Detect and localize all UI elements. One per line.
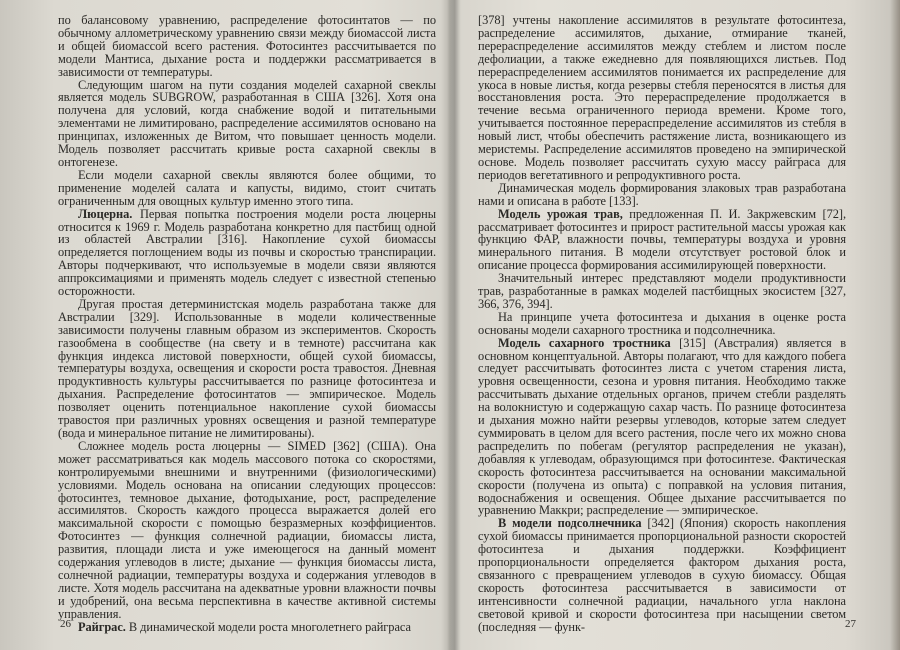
right-page	[478, 14, 846, 634]
paragraph-ryegrass: Райграс. В динамической модели роста многолетнего райграса	[78, 619, 411, 634]
section-lead: Райграс.	[78, 619, 126, 634]
paragraph: Динамическая модель формирования злаковых трав разработана нами и описана в работе [133].	[478, 180, 846, 208]
left-page	[58, 14, 436, 634]
paragraph: [378] учтены накопление ассимилятов в результате фотосинтеза, распределение ассимилятов, дыхание, отмирание тканей, перераспределение ассимилятов между стеблем и листом после дефолиации, а также ежедневно для появляющихся листьев. Под перераспределением ассимилятов понимается их распределение для укоса в новые листья, когда резервы стебля переносятся в листья для восстановления роста. Это перераспределение продолжается в течение весьма ограниченного периода времени. Кроме того, учитывается постоянное перераспределение ассимилятов из стебля в новый лист, чтобы обеспечить растяжение листа, возникающего из меристемы. Распределение ассимилятов проведено на эмпирической основе. Модель позволяет рассчитать сухую массу райграса для периодов вегетативного и репродуктивного роста.	[478, 13, 846, 182]
section-lead: Модель урожая трав,	[498, 206, 623, 221]
paragraph: Значительный интерес представляют модели продуктивности трав, разработанные в рамках моделей пастбищных экосистем [327, 366, 376, 394].	[478, 271, 846, 311]
page-number-left: 26	[60, 618, 71, 630]
paragraph: по балансовому уравнению, распределение фотосинтатов — по обычному аллометрическому уравнению связи между биомассой листа и общей биомассой всего растения. Фотосинтез рассчитывается по модели Мантиса, дыхание роста и поддержки рассматривается в зависимости от температуры.	[58, 13, 436, 79]
paragraph: Сложнее модель роста люцерны — SIMED [362] (США). Она может рассматриваться как модель массового потока со скоростями, контролируемыми внешними и внутренними (физиологическими) условиями. Модель основана на описании следующих процессов: фотосинтез, темновое дыхание, фотодыхание, рост, распределение ассимилятов. Скорость каждого процесса выражается долей его максимальной скорости с помощью безразмерных коэффициентов. Фотосинтез — функция солнечной радиации, биомассы листа, развития, площади листа и уже имеющегося на данный момент содержания углеводов в листе; дыхание — функция биомассы листа, солнечной радиации, температуры воздуха и содержания углеводов в листе. Хотя модель рассчитана на адекватные уровни влажности почвы и удобрений, она весьма перспективна в качестве активной системы управления.	[58, 438, 436, 621]
page-number-right: 27	[845, 618, 856, 630]
page-edge-shadow	[890, 0, 900, 650]
section-lead: В модели подсолнечника	[498, 516, 642, 531]
section-lead: Модель сахарного тростника	[498, 335, 671, 350]
section-lead: Люцерна.	[78, 206, 133, 221]
paragraph: Если модели сахарной свеклы являются более общими, то применение моделей салата и капусты, видимо, стоит считать ограниченным для овощных культур именно этого типа.	[58, 167, 436, 208]
paragraph-grass-model: Модель урожая трав, предложенная П. И. Закржевским [72], рассматривает фотосинтез и прирост растительной массы урожая как функцию ФАР, влажности почвы, температуры воздуха и уровня минерального питания. В модели отсутствует ростовой блок и описание процесса формирования ассимилирующей поверхности.	[478, 206, 847, 273]
paragraph: Следующим шагом на пути создания моделей сахарной свеклы является модель SUBGROW, разработанная в США [326]. Хотя она получена для условий, когда снабжение водой и питательными элементами не лимитировано, распределение ассимилятов основано на принципах, изложенных де Витом, что повышает ценность модели. Модель позволяет рассчитать кривые роста сахарной свеклы в онтогенезе.	[58, 77, 436, 169]
paragraph-sugarcane: Модель сахарного тростника [315] (Австралия) является в основном концептуальной. Авторы полагают, что для каждого побега следует рассчитывать фотосинтез листа с учетом старения листа, уровня освещенности, сезона и уровня питания. Необходимо также рассчитывать дыхание отдельных органов, причем стебли разделять на волокнистую и содержащую сахар часть. По разнице фотосинтеза и дыхания можно найти резервы углеводов, которые затем следует суммировать в целом для всего растения, после чего их можно снова распределить по побегам (регулятор распределения не указан), добавляя к углеводам, образующимся при фотосинтезе. Фактическая скорость фотосинтеза рассчитывается на основании максимальной скорости (получена из опыта) с поправкой на условия питания, водоснабжения и освещения. Общее дыхание рассчитывается по уравнению Маккри; распределение — эмпирическое.	[478, 335, 847, 518]
book-gutter	[447, 0, 461, 650]
paragraph-sunflower: В модели подсолнечника [342] (Япония) скорость накопления сухой биомассы принимается пропорциональной разности скоростей фотосинтеза и дыхания поддержки. Коэффициент пропорциональности определяется фактором дыхания роста, связанного с превращением углеводов в сухую биомассу. Общая скорость фотосинтеза рассчитывается в зависимости от интенсивности солнечной радиации, начального угла наклона световой кривой и скорости фотосинтеза при насыщении светом (последняя — функ-	[478, 516, 846, 634]
paragraph: Другая простая детерминистская модель разработана также для Австралии [329]. Использованные в модели количественные зависимости получены главным образом из экспериментов. Скорость газообмена в сообществе (на свету и в темноте) рассчитана как функция индекса листовой поверхности, общей сухой биомассы, температуры воздуха, освещения и скорости роста травостоя. Дневная продуктивность культуры рассчитывается по разнице фотосинтеза и дыхания. Распределение фотосинтатов — эмпирическое. Модель позволяет оценить потенциальное накопление сухой биомассы травостоя при различных уровнях освещения и разной температуре (вода и минеральное питание не лимитированы).	[58, 296, 436, 440]
paragraph-alfalfa: Люцерна. Первая попытка построения модели роста люцерны относится к 1969 г. Модель разработана конкретно для пастбищ одной из областей Австралии [316]. Накопление сухой биомассы определяется поглощением воды из почвы и скоростью транспирации. Авторы подчеркивают, что используемые в модели связи являются аппроксимациями и применять модель следует с известной степенью осторожности.	[58, 206, 436, 299]
paragraph: На принципе учета фотосинтеза и дыхания в оценке роста основаны модели сахарного тростника и подсолнечника.	[478, 309, 846, 337]
